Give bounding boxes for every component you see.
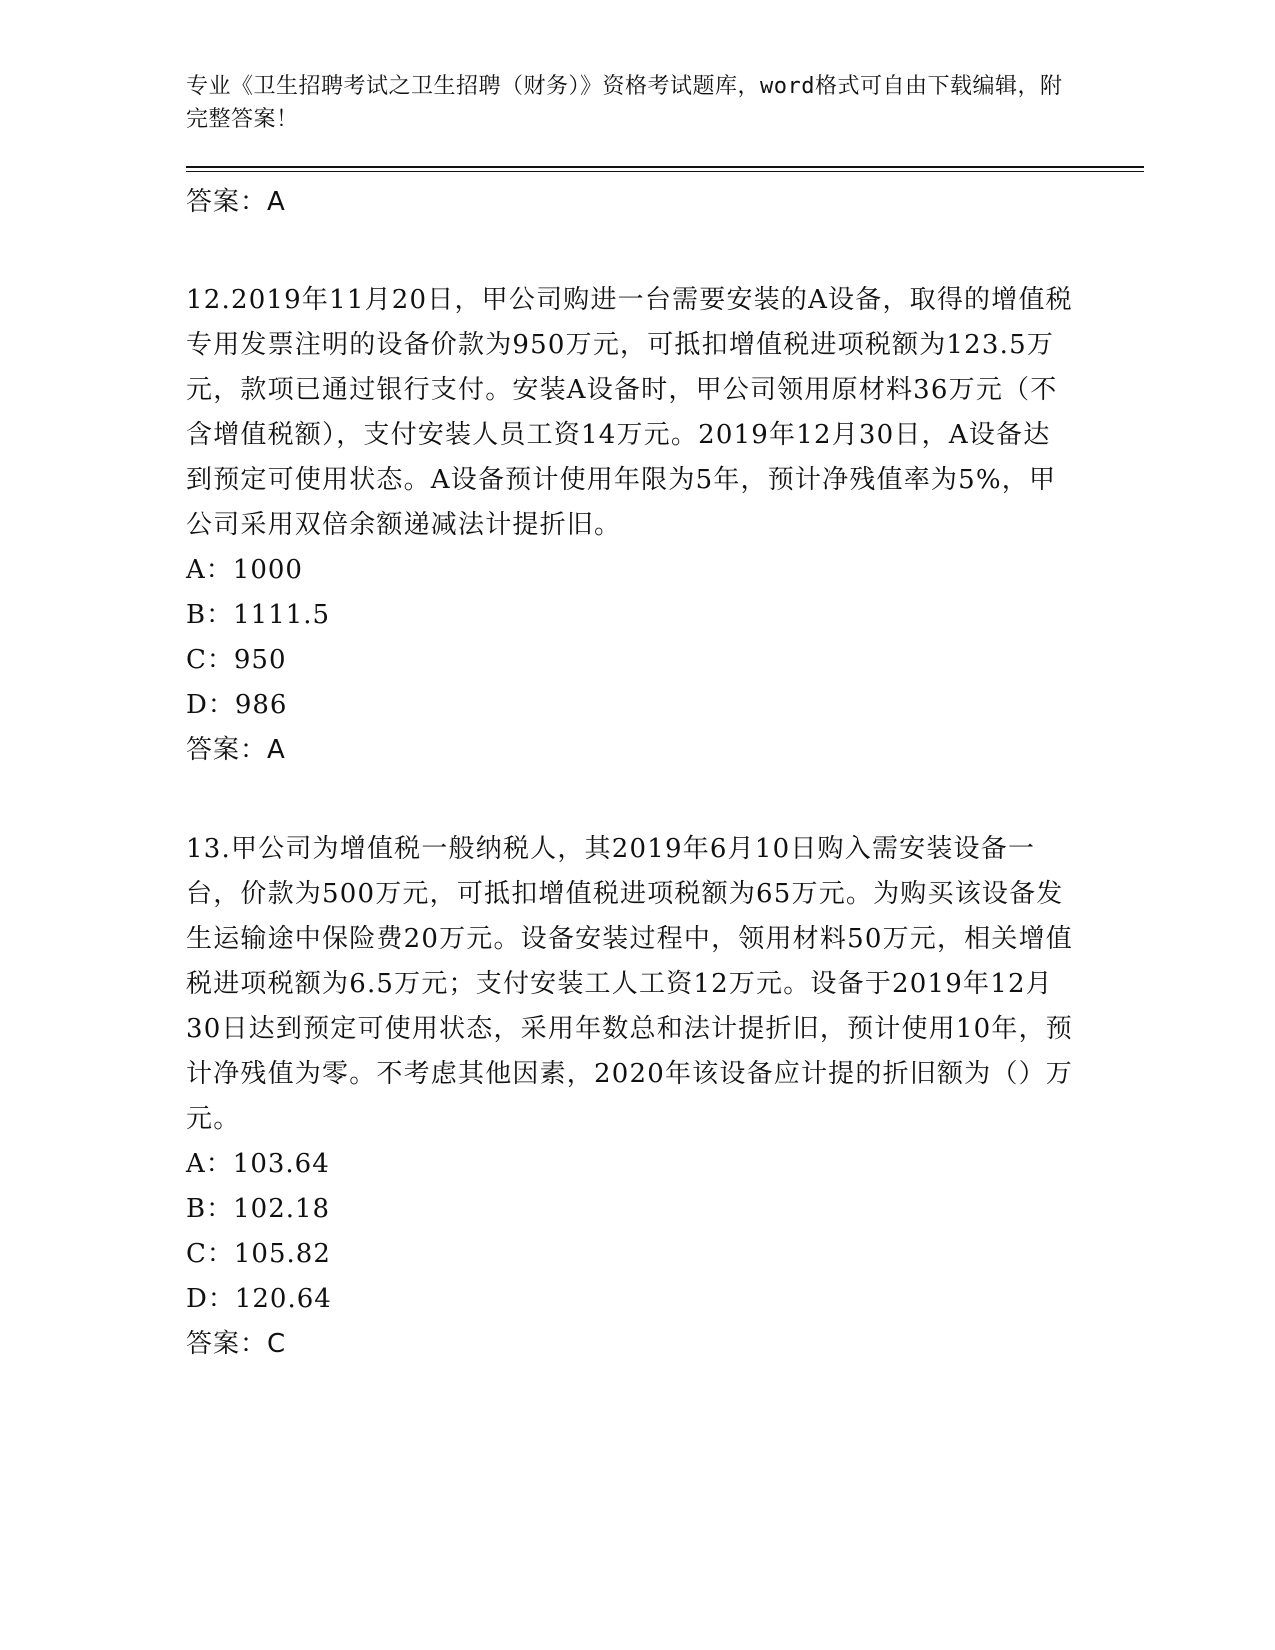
question-text: 12.2019年11月20日，甲公司购进一台需要安装的A设备，取得的增值税专用发票注明的设备价款为950万元，可抵扣增值税进项税额为123.5万元，款项已通过银行支付。安装A设备时，甲公司领用原材料36万元（不含增值税额），支付安装人员工资14万元。2019年12月30日，A设备达到预定可使用状态。A设备预计使用年限为5年，预计净残值率为5%，甲公司采用双倍余额递减法计提折旧。 xyxy=(186,285,1073,540)
question-13 xyxy=(186,827,1146,1366)
header-divider xyxy=(186,166,1144,172)
option-b: B：102.18 xyxy=(186,1194,331,1224)
option-a: A：103.64 xyxy=(186,1149,330,1179)
question-answer: 答案：C xyxy=(186,1329,287,1359)
document-header: 专业《卫生招聘考试之卫生招聘（财务）》资格考试题库，word格式可自由下载编辑，附完整答案！ xyxy=(186,74,1063,132)
question-text: 13.甲公司为增值税一般纳税人，其2019年6月10日购入需安装设备一台，价款为500万元，可抵扣增值税进项税额为65万元。为购买该设备发生运输途中保险费20万元。设备安装过程中，领用材料50万元，相关增值税进项税额为6.5万元；支付安装工人工资12万元。设备于2019年12月30日达到预定可使用状态，采用年数总和法计提折旧，预计使用10年，预计净残值为零。不考虑其他因素，2020年该设备应计提的折旧额为（）万元。 xyxy=(186,834,1073,1134)
question-answer: 答案：A xyxy=(186,735,286,765)
option-d: D：986 xyxy=(186,690,288,720)
previous-answer: 答案：A xyxy=(186,187,286,217)
document-page xyxy=(186,70,1146,1366)
option-a: A：1000 xyxy=(186,555,303,585)
option-b: B：1111.5 xyxy=(186,600,331,630)
option-c: C：950 xyxy=(186,645,287,675)
option-c: C：105.82 xyxy=(186,1239,331,1269)
question-12 xyxy=(186,278,1146,772)
option-d: D：120.64 xyxy=(186,1284,332,1314)
